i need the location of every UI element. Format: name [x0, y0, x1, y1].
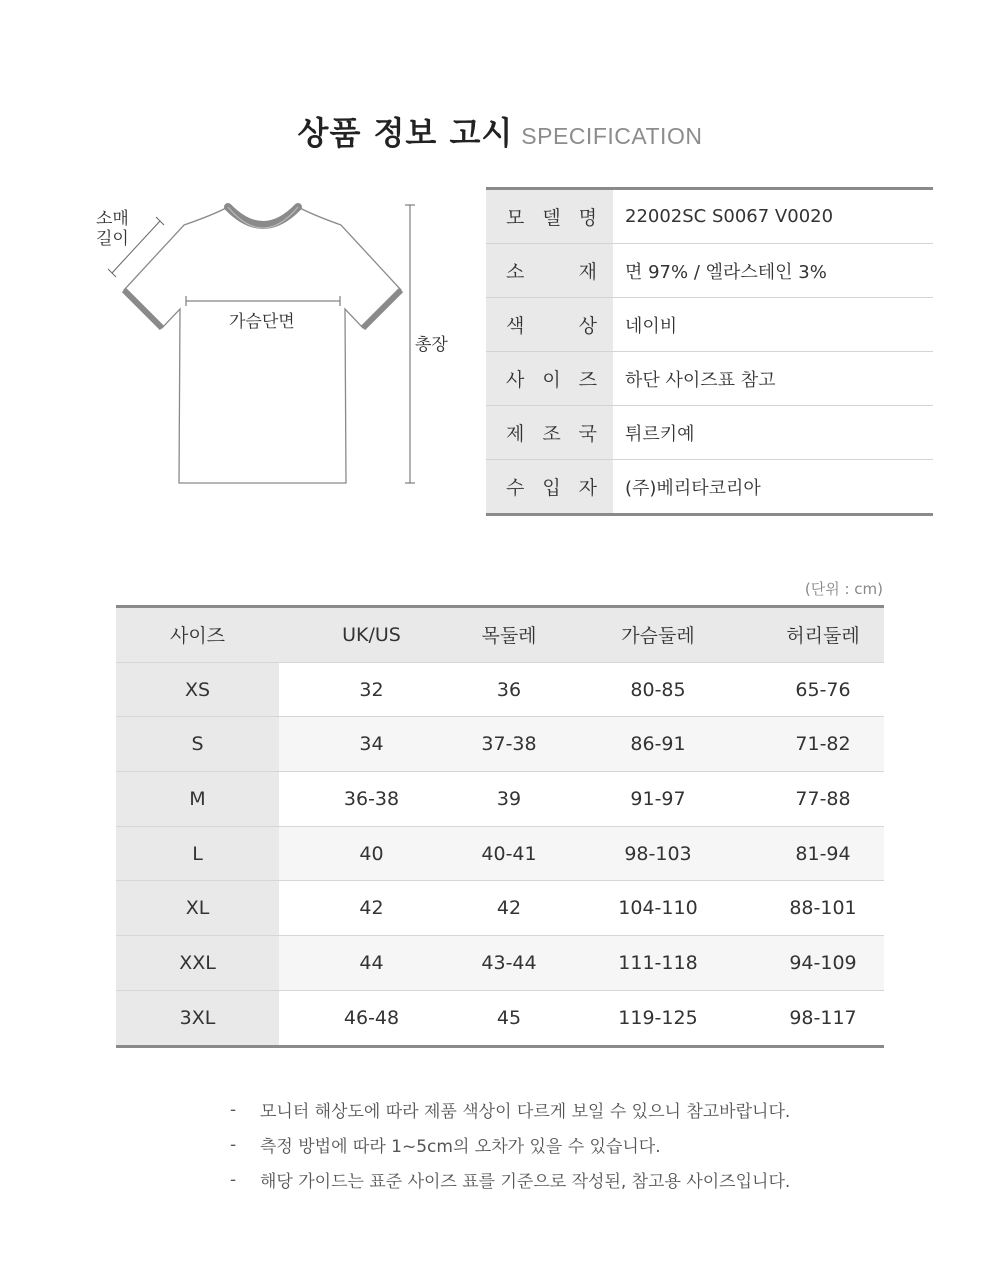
table-cell: 104-110: [618, 897, 698, 920]
spec-value: 22002SC S0067 V0020: [625, 206, 834, 227]
table-row: [116, 990, 884, 1045]
size-table: [116, 605, 884, 1048]
size-label-cell: XXL: [116, 936, 279, 990]
notes-list: [230, 1092, 930, 1197]
table-cell: 36-38: [343, 787, 400, 810]
spec-key: [486, 406, 613, 459]
total-length-label: 총장: [415, 335, 448, 355]
size-label-cell: XS: [116, 663, 279, 717]
column-header: 사이즈: [169, 625, 226, 648]
table-cell: 80-85: [630, 678, 686, 701]
column-header: 허리둘레: [786, 625, 860, 648]
spec-key-char: 소: [506, 261, 525, 283]
table-row: [116, 771, 884, 826]
table-cell: 40: [359, 842, 384, 865]
spec-row: [486, 243, 933, 297]
column-header: 목둘레: [481, 625, 537, 648]
spec-row: [486, 351, 933, 405]
table-cell: 94-109: [789, 951, 857, 974]
table-cell: 39: [496, 787, 522, 810]
spec-value: 튀르키예: [625, 423, 695, 445]
spec-key-char: 색: [506, 315, 525, 337]
size-label-cell: S: [116, 717, 279, 771]
spec-value: (주)베리타코리아: [625, 477, 761, 499]
table-cell: 43-44: [481, 951, 537, 974]
table-row: [116, 662, 884, 717]
size-label-cell: M: [116, 772, 279, 826]
table-cell: 42: [496, 897, 522, 920]
table-row: [116, 935, 884, 990]
tshirt-outline-icon: [88, 195, 468, 500]
note-dash: -: [230, 1099, 237, 1120]
size-label-cell: L: [116, 827, 279, 881]
table-cell: 37-38: [481, 733, 537, 756]
table-cell: 65-76: [795, 678, 851, 701]
size-label-cell: XL: [116, 881, 279, 935]
table-row: [116, 880, 884, 935]
table-cell: 42: [359, 897, 384, 920]
spec-key-char: 명: [578, 207, 597, 229]
size-table-header: [116, 608, 884, 662]
table-cell: 88-101: [789, 897, 857, 920]
title-sub: SPECIFICATION: [521, 123, 703, 149]
table-cell: 111-118: [618, 951, 698, 974]
spec-key-char: 자: [578, 477, 597, 499]
note-dash: -: [230, 1169, 237, 1190]
spec-key-char: 국: [578, 423, 597, 445]
spec-row: [486, 190, 933, 243]
note-text: 측정 방법에 따라 1~5cm의 오차가 있을 수 있습니다.: [260, 1137, 661, 1157]
shirt-diagram: [88, 195, 468, 500]
table-cell: 46-48: [343, 1006, 400, 1029]
spec-key-char: 이: [542, 369, 561, 391]
table-cell: 91-97: [630, 787, 686, 810]
table-cell: 98-103: [624, 842, 692, 865]
spec-value: 네이비: [625, 315, 678, 337]
spec-key: [486, 298, 613, 351]
spec-value: 하단 사이즈표 참고: [625, 369, 776, 391]
spec-key-char: 입: [542, 477, 561, 499]
note-text: 모니터 해상도에 따라 제품 색상이 다르게 보일 수 있으니 참고바랍니다.: [260, 1102, 791, 1122]
spec-value: 면 97% / 엘라스테인 3%: [625, 261, 827, 283]
spec-row: [486, 459, 933, 513]
page-title: [0, 108, 1000, 154]
table-cell: 32: [359, 678, 384, 701]
spec-key-char: 제: [506, 423, 525, 445]
chest-width-label: 가슴단면: [229, 312, 295, 332]
table-cell: 44: [359, 951, 384, 974]
column-header: UK/US: [342, 623, 401, 646]
note-item: [230, 1127, 930, 1162]
note-dash: -: [230, 1134, 237, 1155]
table-cell: 34: [359, 733, 384, 756]
sleeve-label-line2: 길이: [96, 229, 129, 249]
unit-label: (단위 : cm): [804, 580, 883, 598]
spec-key-char: 모: [506, 207, 525, 229]
spec-key: [486, 460, 613, 513]
size-label-cell: 3XL: [116, 991, 279, 1045]
table-cell: 40-41: [481, 842, 537, 865]
spec-info-table: [486, 187, 933, 516]
table-cell: 45: [496, 1006, 522, 1029]
note-item: [230, 1092, 930, 1127]
title-main: 상품 정보 고시: [297, 114, 514, 152]
sleeve-label-line1: 소매: [96, 209, 129, 229]
table-cell: 119-125: [618, 1006, 698, 1029]
spec-key: [486, 244, 613, 297]
spec-key: [486, 352, 613, 405]
spec-key-char: 사: [506, 369, 525, 391]
table-row: [116, 716, 884, 771]
spec-key-char: 재: [578, 261, 597, 283]
note-item: [230, 1162, 930, 1197]
spec-key-char: 상: [578, 315, 597, 337]
table-cell: 77-88: [795, 787, 851, 810]
spec-key-char: 수: [506, 477, 525, 499]
table-cell: 71-82: [795, 733, 851, 756]
table-cell: 98-117: [789, 1006, 857, 1029]
note-text: 해당 가이드는 표준 사이즈 표를 기준으로 작성된, 참고용 사이즈입니다.: [260, 1172, 791, 1192]
spec-key-char: 델: [542, 207, 561, 229]
table-cell: 81-94: [795, 842, 851, 865]
spec-row: [486, 297, 933, 351]
table-cell: 36: [496, 678, 522, 701]
spec-key: [486, 190, 613, 243]
sleeve-length-label: [96, 209, 129, 249]
spec-key-char: 즈: [578, 369, 597, 391]
spec-key-char: 조: [542, 423, 561, 445]
table-cell: 86-91: [630, 733, 686, 756]
column-header: 가슴둘레: [621, 625, 695, 648]
spec-row: [486, 405, 933, 459]
table-row: [116, 826, 884, 881]
